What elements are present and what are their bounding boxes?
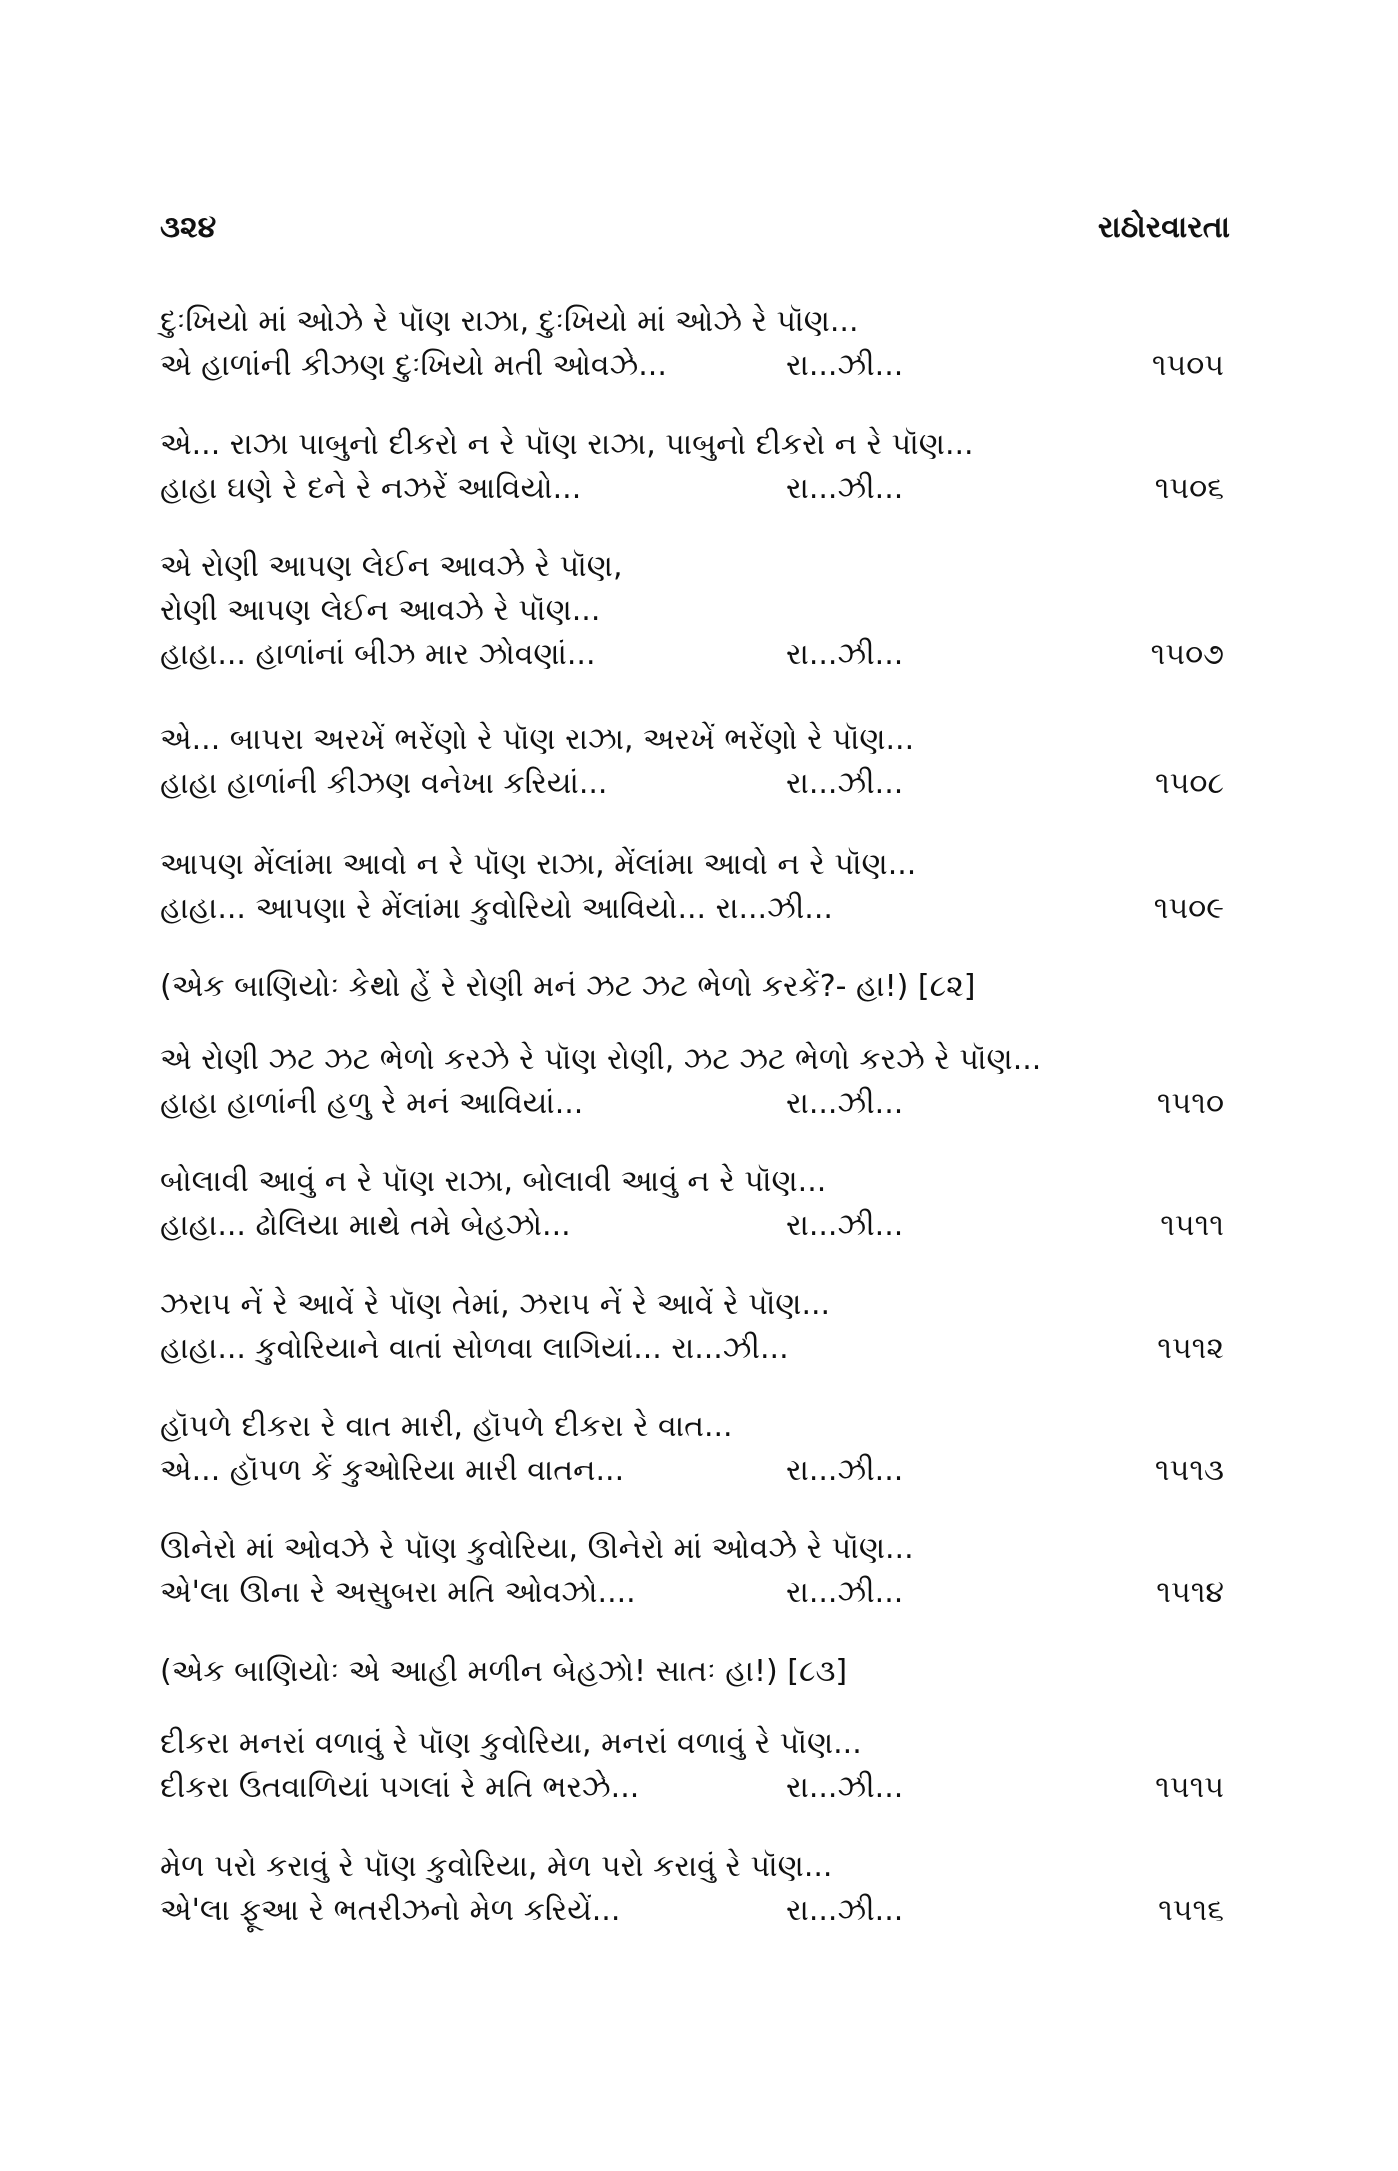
stanza (160, 843, 1230, 931)
verse-line (160, 1527, 1230, 1571)
verse-line (160, 423, 1230, 467)
verse-number: ૧૫૧૧ (1160, 1208, 1224, 1243)
verse-line (160, 887, 1230, 931)
stanza (160, 300, 1230, 388)
verse-text: એ રોણી આપણ લેઈન આવઝે રે પૉણ, (160, 549, 623, 584)
verse-text: એ રોણી ઝટ ઝટ ભેળો કરઝે રે પૉણ રોણી, ઝટ ઝટ ભેળો કરઝે રે પૉણ... (160, 1042, 1042, 1077)
verse-line (160, 633, 1230, 677)
verse-number: ૧૫૧૬ (1158, 1893, 1224, 1928)
verse-number: ૧૫૧૪ (1156, 1575, 1224, 1610)
stanza (160, 1405, 1230, 1493)
verse-line (160, 1766, 1230, 1810)
verse-number: ૧૫૦૬ (1154, 471, 1224, 506)
verse-number: ૧૫૦૭ (1150, 637, 1224, 672)
verse-line (160, 1722, 1230, 1766)
stanza (160, 1845, 1230, 1933)
verse-text: મેળ પરો કરાવું રે પૉણ કુવોરિયા, મેળ પરો કરાવું રે પૉણ... (160, 1849, 833, 1884)
verse-text: હાહા... કુવોરિયાને વાતાં સોળવા લાગિયાં... રા...ઝી... (160, 1331, 789, 1366)
verse-line (160, 843, 1230, 887)
verse-text: હાહા હાળાંની હળુ રે મનં આવિયાં... (160, 1086, 584, 1121)
verse-line (160, 1449, 1230, 1493)
verse-line (160, 1571, 1230, 1615)
stanza (160, 718, 1230, 806)
verse-text: એ... રાઝા પાબુનો દીકરો ન રે પૉણ રાઝા, પાબુનો દીકરો ન રે પૉણ... (160, 427, 974, 462)
verse-line (160, 762, 1230, 806)
verse-text: હાહા... આપણા રે મેંલાંમા કુવોરિયો આવિયો... રા...ઝી... (160, 891, 833, 926)
verse-line (160, 1889, 1230, 1933)
verse-text: દુઃખિયો માં ઓઝે રે પૉણ રાઝા, દુઃખિયો માં ઓઝે રે પૉણ... (160, 304, 859, 339)
verse-line (160, 1405, 1230, 1449)
verse-number: ૧૫૧૦ (1156, 1086, 1224, 1121)
stanza (160, 423, 1230, 511)
verse-text: એ હાળાંની કીઝણ દુઃખિયો મતી ઓવઝે... (160, 348, 667, 383)
verse-line (160, 1845, 1230, 1889)
stanza (160, 545, 1230, 677)
verse-number: ૧૫૦૯ (1153, 891, 1224, 926)
refrain: રા...ઝી... (786, 1770, 904, 1805)
page-header (160, 210, 1230, 260)
refrain: રા...ઝી... (786, 1893, 904, 1928)
verse-text: ઊનેરો માં ઓવઝે રે પૉણ કુવોરિયા, ઊનેરો માં ઓવઝે રે પૉણ... (160, 1531, 914, 1566)
verse-text: હૉપળે દીકરા રે વાત મારી, હૉપળે દીકરા રે વાત... (160, 1409, 733, 1444)
verse-line (160, 300, 1230, 344)
stanza (160, 1527, 1230, 1615)
verse-text: હાહા ઘણે રે દને રે નઝરેં આવિયો... (160, 471, 582, 506)
refrain: રા...ઝી... (786, 1453, 904, 1488)
verse-line (160, 344, 1230, 388)
verse-text: બોલાવી આવું ન રે પૉણ રાઝા, બોલાવી આવું ન રે પૉણ... (160, 1164, 827, 1199)
verse-text: એ'લા ફૂઆ રે ભતરીઝનો મેળ કરિયેં... (160, 1893, 621, 1928)
verse-line (160, 1038, 1230, 1082)
stanza (160, 1722, 1230, 1810)
verse-text: દીકરા ઉતવાળિયાં પગલાં રે મતિ ભરઝે... (160, 1770, 640, 1805)
stanza (160, 1038, 1230, 1126)
verse-line (160, 1204, 1230, 1248)
verse-text: દીકરા મનરાં વળાવું રે પૉણ કુવોરિયા, મનરાં વળાવું રે પૉણ... (160, 1726, 862, 1761)
verse-line (160, 545, 1230, 589)
stanza (160, 1160, 1230, 1248)
refrain: રા...ઝી... (786, 637, 904, 672)
verse-line (160, 1327, 1230, 1371)
verse-text: એ'લા ઊના રે અસુબરા મતિ ઓવઝો.... (160, 1575, 636, 1610)
verse-line (160, 1283, 1230, 1327)
verse-line (160, 1082, 1230, 1126)
verse-text: રોણી આપણ લેઈન આવઝે રે પૉણ... (160, 593, 601, 628)
refrain: રા...ઝી... (786, 471, 904, 506)
verse-line (160, 589, 1230, 633)
refrain: રા...ઝી... (786, 766, 904, 801)
verse-text: હાહા... હાળાંનાં બીઝ માર ઝોવણાં... (160, 637, 596, 672)
running-head: રાઠોરવારતા (1097, 210, 1230, 245)
refrain: રા...ઝી... (786, 1575, 904, 1610)
verse-text: ઝરાપ નેં રે આવેં રે પૉણ તેમાં, ઝરાપ નેં રે આવેં રે પૉણ... (160, 1287, 831, 1322)
refrain: રા...ઝી... (786, 1208, 904, 1243)
verse-number: ૧૫૧૨ (1157, 1331, 1224, 1366)
verse-number: ૧૫૧૩ (1154, 1453, 1224, 1488)
verse-number: ૧૫૦૫ (1151, 348, 1224, 383)
verse-line (160, 1160, 1230, 1204)
verse-line (160, 718, 1230, 762)
verse-text: હાહા... ઢોલિયા માથે તમે બેહઝો... (160, 1208, 571, 1243)
verse-text: આપણ મેંલાંમા આવો ન રે પૉણ રાઝા, મેંલાંમા આવો ન રે પૉણ... (160, 847, 917, 882)
spoken-note: (એક બાણિયોઃ કેથો હેં રે રોણી મનં ઝટ ઝટ ભેળો કરકેં?- હા!) [૮૨] (160, 969, 976, 1004)
verse-text: એ... બાપરા અરખેં ભરેંણો રે પૉણ રાઝા, અરખેં ભરેંણો રે પૉણ... (160, 722, 915, 757)
verse-text: એ... હૉપળ કેં કુઓરિયા મારી વાતન... (160, 1453, 625, 1488)
stanza (160, 1283, 1230, 1371)
refrain: રા...ઝી... (786, 348, 904, 383)
verse-number: ૧૫૦૮ (1155, 766, 1224, 801)
verse-number: ૧૫૧૫ (1155, 1770, 1224, 1805)
verse-line (160, 467, 1230, 511)
verse-text: હાહા હાળાંની કીઝણ વનેખા કરિયાં... (160, 766, 608, 801)
spoken-note: (એક બાણિયોઃ એ આહી મળીન બેહઝો! સાતઃ હા!) [૮૩] (160, 1654, 848, 1689)
refrain: રા...ઝી... (786, 1086, 904, 1121)
page-number: ૩૨૪ (160, 210, 217, 245)
